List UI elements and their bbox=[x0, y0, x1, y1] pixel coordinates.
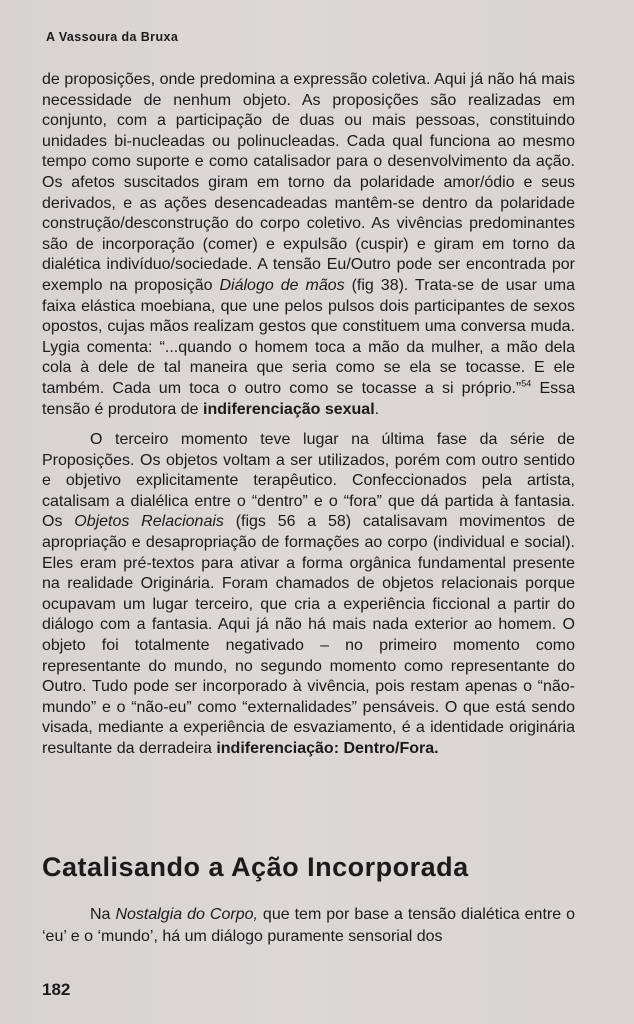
footnote-reference: 54 bbox=[521, 378, 532, 389]
running-head: A Vassoura da Bruxa bbox=[46, 30, 179, 44]
paragraph-2 bbox=[42, 430, 575, 760]
paragraph-1-text-c: Essa tensão é produtora de bbox=[42, 379, 576, 418]
section-heading: Catalisando a Ação Incorporada bbox=[42, 852, 469, 882]
work-title-nostalgia-do-corpo: Nostalgia do Corpo, bbox=[115, 906, 258, 923]
bold-term-indiferenciacao-sexual: indiferenciação sexual bbox=[203, 400, 375, 418]
paragraph-3 bbox=[42, 904, 575, 948]
bold-term-dentro-fora: indiferenciação: Dentro/Fora. bbox=[216, 740, 439, 757]
work-title-objetos-relacionais: Objetos Relacionais bbox=[74, 513, 224, 531]
paragraph-1-end: . bbox=[374, 400, 380, 418]
page-number: 182 bbox=[42, 980, 71, 999]
paragraph-1-text-a: de proposições, onde predomina a expressão coletiva. Aqui já não há mais necessidade de nenhum objeto. As proposições são realizadas em conjunto, com a participação de duas ou mais pessoas, constituindo unidades bi-nucleadas ou polinucleadas. Cada qual funciona ao mesmo tempo como suporte e como catalisador para o desenvolvimento da ação. Os afetos suscitados giram em torno da polaridade amor/ódio e seus derivados, e as ações desencadeadas mantêm-se dentro da polaridade construção/desconstrução do corpo coletivo. As vivências predominantes são de incorporação (comer) e expulsão (cuspir) e giram em torno da dialética indivíduo/sociedade. A tensão Eu/Outro pode ser encontrada por exemplo na proposição bbox=[42, 71, 575, 294]
work-title-dialogo-de-maos: Diálogo de mãos bbox=[219, 276, 345, 294]
paragraph-3-text-a: Na bbox=[90, 906, 116, 923]
paragraph-1 bbox=[42, 70, 575, 420]
paragraph-2-text-b: (figs 56 a 58) catalisavam movimentos de apropriação e desapropriação de formações ao corpo (individual e social). Eles eram pré-textos para ativar a forma orgânica fundamental presente na realidade Originária. Foram chamados de objetos relacionais porque ocupavam um lugar terceiro, que cria a experiência ficcional a partir do diálogo com a fantasia. Aqui já não há mais nada exterior ao homem. O objeto foi totalmente negativado – no primeiro momento como representante do mundo, no segundo momento como representante do Outro. Tudo pode ser incorporado à vivência, pois restam apenas o “não-mundo” e o “não-eu” como “externalidades” pensáveis. O que está sendo visada, mediante a experiência de esvaziamento, é a identidade originária resultante da derradeira bbox=[42, 513, 576, 757]
paragraph-2-text-a: O terceiro momento teve lugar na última fase da série de Proposições. Os objetos voltam a ser utilizados, porém com outro sentido e objetivo explicitamente terapêutico. Confeccionados pela artista, catalisam a dialélica entre o “dentro” e o “fora” que dá partida à fantasia. Os bbox=[42, 431, 575, 531]
paragraph-1-text-b: (fig 38). Trata-se de usar uma faixa elástica moebiana, que une pelos pulsos dois participantes de sexos opostos, cujas mãos realizam gestos que constituem uma conversa muda. Lygia comenta: “...quando o homem toca a mão da mulher, a mão dela cola à dele de tal maneira que seria como se ela se tocasse. E ele também. Cada um toca o outro como se tocasse a si próprio.” bbox=[42, 276, 576, 397]
body-text bbox=[42, 70, 575, 760]
paragraph-3-text-b: que tem por base a tensão dialética entre o ‘eu’ e o ‘mundo’, há um diálogo puramente sensorial dos bbox=[42, 906, 575, 945]
